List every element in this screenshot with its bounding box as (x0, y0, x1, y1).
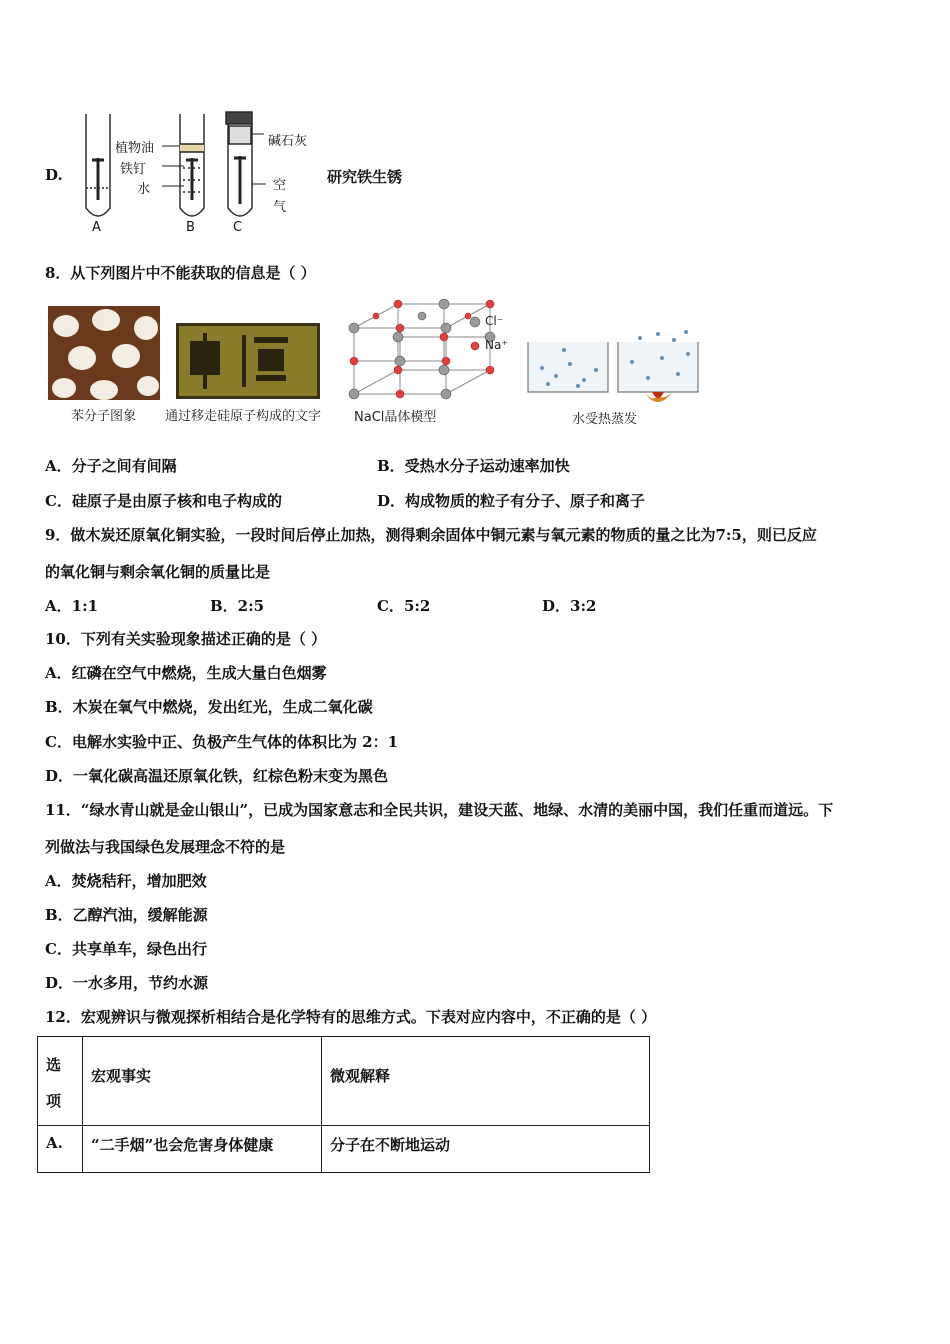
tube-c (226, 112, 252, 216)
q8-option-d: D．构成物质的粒子有分子、原子和离子 (377, 492, 646, 510)
q10-option-c: C．电解水实验中正、负极产生气体的体积比为 2：1 (45, 733, 399, 751)
q9-option-d: D．3:2 (542, 597, 597, 615)
row-micro: 分子在不断地运动 (322, 1126, 650, 1173)
q12-table (37, 1036, 650, 1173)
q9-option-b: B．2:5 (210, 597, 265, 615)
caption-water: 水受热蒸发 (572, 412, 638, 427)
q12-stem: 12．宏观辨识与微观探析相结合是化学特有的思维方式。下表对应内容中，不正确的是（ ） (45, 1008, 657, 1026)
table-row (38, 1126, 650, 1173)
label-air-1: 空 (273, 178, 287, 193)
q11-option-d: D．一水多用，节约水源 (45, 974, 209, 992)
label-air-2: 气 (273, 200, 287, 215)
row-macro: “二手烟”也会危害身体健康 (83, 1126, 322, 1173)
q8-option-b: B．受热水分子运动速率加快 (377, 457, 570, 475)
q7-option-d-text: 研究铁生锈 (327, 168, 403, 186)
q9-stem-line2: 的氧化铜与剩余氧化铜的质量比是 (45, 563, 271, 581)
water-evaporation-image (522, 328, 704, 408)
q10-option-b: B．木炭在氧气中燃烧，发出红光，生成二氧化碳 (45, 698, 373, 716)
q11-option-b: B．乙醇汽油，缓解能源 (45, 906, 208, 924)
label-oil: 植物油 (115, 141, 155, 156)
caption-silicon: 通过移走硅原子构成的文字 (165, 409, 322, 424)
header-option-char-2: 项 (46, 1092, 62, 1110)
caption-nacl: NaCl晶体模型 (354, 410, 437, 425)
q9-stem-line1: 9．做木炭还原氧化铜实验，一段时间后停止加热，测得剩余固体中铜元素与氧元素的物质的量之比为7:5，则已反应 (45, 526, 817, 544)
header-option-cell (38, 1037, 83, 1126)
tube-label-a: A (92, 220, 101, 235)
legend-na: Na⁺ (485, 338, 508, 352)
label-water: 水 (137, 182, 151, 197)
q11-option-a: A．焚烧秸秆，增加肥效 (45, 872, 207, 890)
legend-cl: Cl⁻ (485, 314, 504, 328)
caption-benzene: 苯分子图象 (71, 409, 137, 424)
q8-stem: 8．从下列图片中不能获取的信息是（ ） (45, 264, 316, 282)
q11-option-c: C．共享单车，绿色出行 (45, 940, 207, 958)
q9-option-c: C．5:2 (377, 597, 431, 615)
header-micro: 微观解释 (322, 1037, 650, 1126)
tube-b (180, 114, 204, 216)
benzene-image (48, 306, 160, 400)
tube-label-c: C (233, 220, 243, 235)
rust-experiment-figure (78, 108, 328, 238)
q11-stem-line1: 11．“绿水青山就是金山银山”，已成为国家意志和全民共识，建设天蓝、地绿、水清的美丽中国，我们任重而道远。下 (45, 801, 834, 819)
q10-option-a: A．红磷在空气中燃烧，生成大量白色烟雾 (45, 664, 327, 682)
q10-option-d: D．一氧化碳高温还原氧化铁，红棕色粉末变为黑色 (45, 767, 389, 785)
header-option-char-1: 选 (46, 1056, 62, 1074)
q10-stem: 10．下列有关实验现象描述正确的是（ ） (45, 630, 327, 648)
table-header-row (38, 1037, 650, 1126)
label-lime: 碱石灰 (268, 134, 308, 149)
nacl-crystal-model (346, 298, 506, 402)
label-nail: 铁钉 (120, 162, 147, 177)
row-option: A. (38, 1126, 83, 1173)
tube-label-b: B (186, 220, 195, 235)
q9-option-a: A．1:1 (45, 597, 99, 615)
header-macro: 宏观事实 (83, 1037, 322, 1126)
ion-legend-dots (468, 314, 482, 354)
silicon-text-image (176, 323, 320, 399)
q11-stem-line2: 列做法与我国绿色发展理念不符的是 (45, 838, 286, 856)
tube-a (86, 114, 110, 216)
q7-option-d-label: D. (45, 166, 63, 184)
q8-option-c: C．硅原子是由原子核和电子构成的 (45, 492, 282, 510)
q8-option-a: A．分子之间有间隔 (45, 457, 177, 475)
